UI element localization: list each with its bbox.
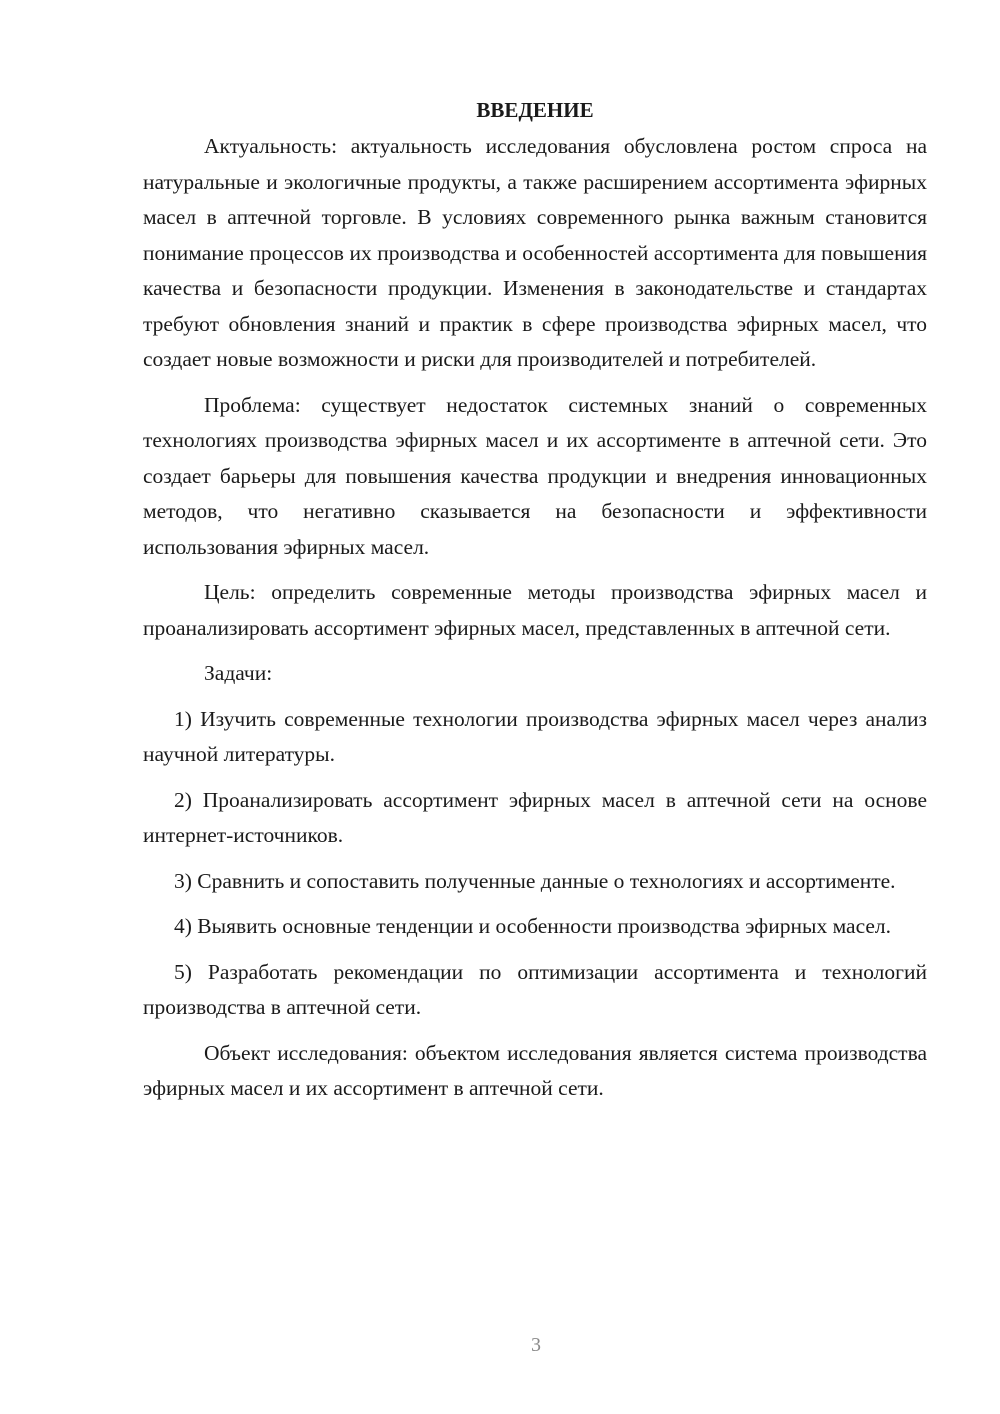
task-item-1: 1) Изучить современные технологии производства эфирных масел через анализ научной литературы. [143,706,927,766]
object-paragraph: Объект исследования: объектом исследования является система производства эфирных масел и их ассортимент в аптечной сети. [143,1040,927,1100]
relevance-paragraph: Актуальность: актуальность исследования обусловлена ростом спроса на натуральные и экологичные продукты, а также расширением ассортимента эфирных масел в аптечной торговле. В условиях современного рынка важным становится понимание процессов их производства и особенностей ассортимента для повышения качества и безопасности продукции. Изменения в законодательстве и стандартах требуют обновления знаний и практик в сфере производства эфирных масел, что создает новые возможности и риски для производителей и потребителей. [143,134,927,371]
tasks-label: Задачи: [204,661,273,685]
page-number: 3 [531,1334,541,1356]
task-item-3: 3) Сравнить и сопоставить полученные данные о технологиях и ассортименте. [174,868,896,893]
task-item-2: 2) Проанализировать ассортимент эфирных масел в аптечной сети на основе интернет-источников. [143,787,927,847]
problem-paragraph: Проблема: существует недостаток системных знаний о современных технологиях производства эфирных масел и их ассортименте в аптечной сети. Это создает барьеры для повышения качества продукции и внедрения инновационных методов, что негативно сказывается на безопасности и эффективности использования эфирных масел. [143,392,927,559]
task-item-4: 4) Выявить основные тенденции и особенности производства эфирных масел. [174,914,892,938]
section-heading: ВВЕДЕНИЕ [476,98,594,122]
page-content [143,93,927,1107]
goal-paragraph: Цель: определить современные методы производства эфирных масел и проанализировать ассортимент эфирных масел, представленных в аптечной сети. [143,580,927,640]
task-item-5: 5) Разработать рекомендации по оптимизации ассортимента и технологий производства в аптечной сети. [143,959,927,1019]
